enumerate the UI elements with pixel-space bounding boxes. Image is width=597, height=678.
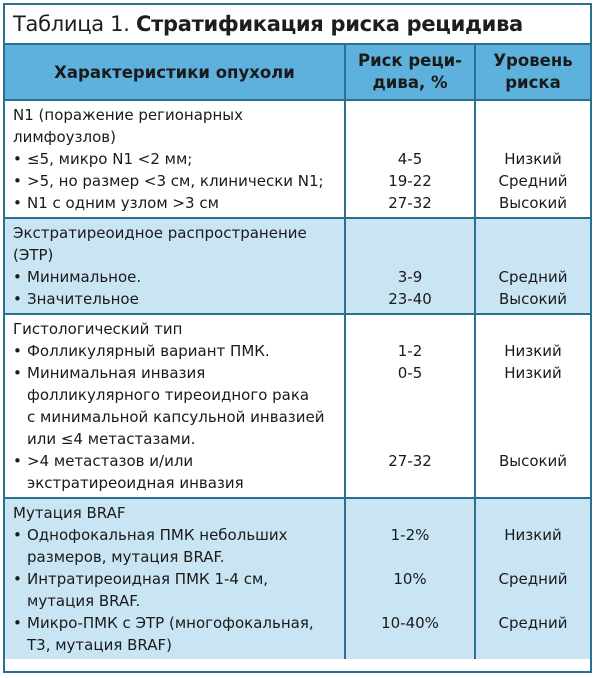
risk-percent-value: 10% [393, 570, 427, 588]
section-heading-line: Гистологический тип [13, 320, 183, 338]
risk-level-value: Высокий [498, 194, 568, 212]
list-item-text: Интратиреоидная ПМК 1-4 см, [27, 570, 269, 588]
row-spacer [348, 126, 472, 148]
row-spacer [478, 384, 588, 406]
row-spacer [478, 126, 588, 148]
table-row [5, 100, 590, 218]
list-item [13, 288, 338, 310]
section-heading-line: Мутация BRAF [13, 504, 126, 522]
list-item-text: N1 с одним узлом >3 см [27, 194, 219, 212]
risk-level-value: Средний [498, 172, 568, 190]
row-spacer [478, 318, 588, 340]
header-recurrence-risk-line1: Риск реци- [357, 51, 463, 70]
header-recurrence-risk [345, 45, 475, 100]
section-heading-line: N1 (поражение регионарных [13, 106, 243, 124]
row-spacer [348, 634, 472, 656]
row-spacer [348, 318, 472, 340]
risk-level-value: Низкий [504, 150, 562, 168]
list-item [13, 266, 338, 288]
row-spacer [478, 502, 588, 524]
header-risk-level [475, 45, 590, 100]
bullet-icon: • [13, 614, 22, 632]
table-title-prefix: Таблица 1. [13, 12, 130, 36]
risk-level-cell [475, 218, 590, 314]
risk-percent-value: 19-22 [388, 172, 432, 190]
bullet-icon: • [13, 290, 22, 308]
list-item-text: Минимальное. [27, 268, 142, 286]
list-item-continuation: с минимальной капсульной инвазией [27, 408, 325, 426]
list-item-text: >5, но размер <3 см, клинически N1; [27, 172, 324, 190]
risk-percent-cell [345, 498, 475, 659]
risk-percent-value: 10-40% [381, 614, 439, 632]
list-item-continuation: или ≤4 метастазами. [27, 430, 196, 448]
list-item [13, 568, 338, 590]
list-item [13, 170, 338, 192]
risk-percent-cell [345, 314, 475, 498]
list-item [13, 192, 338, 214]
risk-level-cell [475, 314, 590, 498]
list-item [13, 362, 338, 384]
row-spacer [348, 104, 472, 126]
list-item-text: Значительное [27, 290, 139, 308]
list-item [13, 612, 338, 634]
bullet-icon: • [13, 268, 22, 286]
risk-percent-value: 3-9 [397, 268, 423, 286]
row-spacer [478, 428, 588, 450]
risk-level-value: Низкий [504, 364, 562, 382]
risk-level-value: Низкий [504, 342, 562, 360]
header-risk-level-line2: риска [505, 73, 561, 92]
list-item-continuation: мутация BRAF. [27, 592, 141, 610]
row-spacer [478, 104, 588, 126]
bullet-icon: • [13, 172, 22, 190]
list-item-text: Однофокальная ПМК небольших [27, 526, 288, 544]
header-characteristics [5, 45, 345, 100]
table-body [5, 100, 590, 659]
list-item-text: Фолликулярный вариант ПМК. [27, 342, 270, 360]
risk-percent-value: 23-40 [388, 290, 432, 308]
risk-level-value: Средний [498, 614, 568, 632]
row-spacer [478, 472, 588, 494]
header-recurrence-risk-line2: дива, % [372, 73, 448, 92]
row-spacer [348, 502, 472, 524]
risk-percent-value: 4-5 [397, 150, 423, 168]
table-title-main: Стратификация риска рецидива [135, 12, 523, 36]
table-header-row [5, 45, 590, 100]
row-spacer [478, 244, 588, 266]
risk-percent-value: 27-32 [388, 194, 432, 212]
bullet-icon: • [13, 570, 22, 588]
row-spacer [478, 406, 588, 428]
characteristic-cell [5, 498, 345, 659]
row-spacer [348, 406, 472, 428]
list-item-text: Минимальная инвазия [27, 364, 206, 382]
list-item-continuation: фолликулярного тиреоидного рака [27, 386, 310, 404]
risk-table-frame [3, 3, 592, 673]
row-spacer [478, 634, 588, 656]
header-characteristics-label: Характеристики опухоли [54, 62, 295, 82]
row-spacer [348, 472, 472, 494]
row-spacer [348, 244, 472, 266]
list-item [13, 340, 338, 362]
list-item-continuation: экстратиреоидная инвазия [27, 474, 244, 492]
list-item-text: >4 метастазов и/или [27, 452, 194, 470]
risk-percent-value: 0-5 [397, 364, 423, 382]
list-item [13, 450, 338, 472]
risk-stratification-table [5, 45, 590, 659]
bullet-icon: • [13, 364, 22, 382]
risk-level-value: Высокий [498, 290, 568, 308]
list-item [13, 524, 338, 546]
row-spacer [348, 546, 472, 568]
list-item-text: Микро-ПМК с ЭТР (многофокальная, [27, 614, 314, 632]
risk-level-cell [475, 100, 590, 218]
bullet-icon: • [13, 342, 22, 360]
row-spacer [478, 222, 588, 244]
characteristic-cell [5, 218, 345, 314]
risk-level-cell [475, 498, 590, 659]
bullet-icon: • [13, 194, 22, 212]
section-heading-line: (ЭТР) [13, 246, 54, 264]
row-spacer [478, 546, 588, 568]
row-spacer [478, 590, 588, 612]
section-heading-line: лимфоузлов) [13, 128, 116, 146]
header-risk-level-line1: Уровень [493, 51, 573, 70]
risk-level-value: Средний [498, 570, 568, 588]
list-item-text: ≤5, микро N1 <2 мм; [27, 150, 193, 168]
row-spacer [348, 590, 472, 612]
list-item-continuation: Т3, мутация BRAF) [27, 636, 172, 654]
section-heading-line: Экстратиреоидное распространение [13, 224, 307, 242]
table-title [5, 5, 590, 45]
row-spacer [348, 428, 472, 450]
bullet-icon: • [13, 452, 22, 470]
table-row [5, 498, 590, 659]
bullet-icon: • [13, 150, 22, 168]
risk-percent-cell [345, 100, 475, 218]
list-item [13, 148, 338, 170]
table-row [5, 218, 590, 314]
characteristic-cell [5, 100, 345, 218]
row-spacer [348, 222, 472, 244]
risk-percent-value: 27-32 [388, 452, 432, 470]
risk-percent-value: 1-2% [390, 526, 430, 544]
risk-level-value: Низкий [504, 526, 562, 544]
risk-percent-value: 1-2 [397, 342, 423, 360]
risk-level-value: Высокий [498, 452, 568, 470]
list-item-continuation: размеров, мутация BRAF. [27, 548, 225, 566]
table-row [5, 314, 590, 498]
bullet-icon: • [13, 526, 22, 544]
characteristic-cell [5, 314, 345, 498]
row-spacer [348, 384, 472, 406]
risk-percent-cell [345, 218, 475, 314]
risk-level-value: Средний [498, 268, 568, 286]
